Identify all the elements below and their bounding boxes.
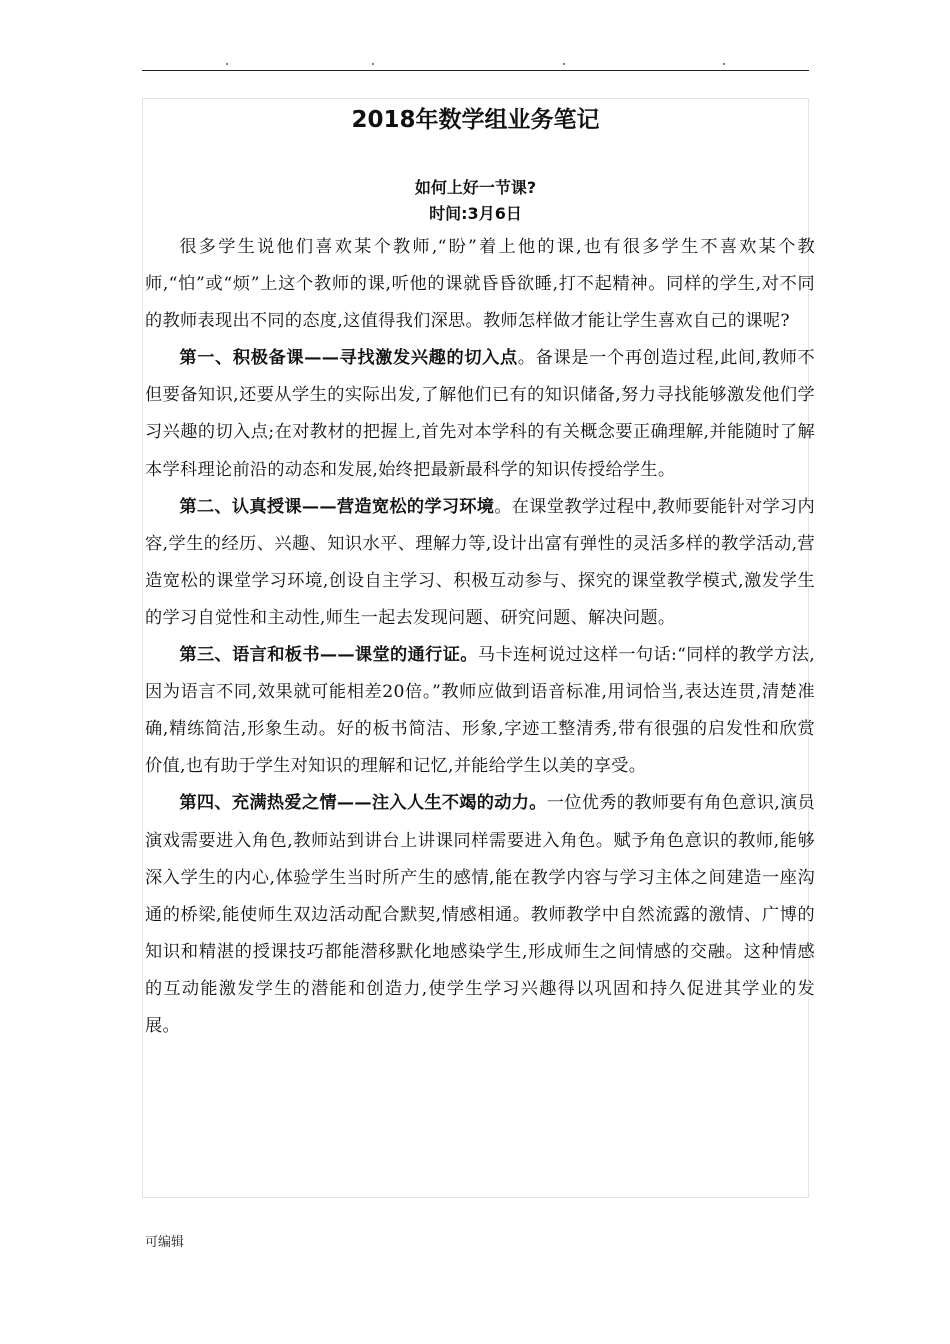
paragraph-point-2 bbox=[145, 489, 815, 637]
footer-label: 可编辑 bbox=[145, 1235, 185, 1250]
paragraph-heading: 第一、积极备课——寻找激发兴趣的切入点 bbox=[179, 348, 518, 369]
paragraph-heading: 第四、充满热爱之情——注入人生不竭的动力。 bbox=[179, 793, 547, 814]
paragraph-text: 。备课是一个再创造过程,此间,教师不但要备知识,还要从学生的实际出发,了解他们已有的知识储备,努力寻找能够激发他们学习兴趣的切入点;在对教材的把握上,首先对本学科的有关概念要正确理解,并能随时了解本学科理论前沿的动态和发展,始终把最新最科学的知识传授给学生。 bbox=[145, 348, 816, 480]
paragraph-point-1 bbox=[145, 340, 815, 488]
header-rule bbox=[142, 70, 809, 71]
header-dot bbox=[723, 63, 725, 65]
header-dot bbox=[226, 63, 228, 65]
header-dot bbox=[563, 63, 565, 65]
paragraph-point-4 bbox=[145, 785, 815, 1045]
paragraph-heading: 第二、认真授课——营造宽松的学习环境 bbox=[179, 496, 495, 517]
date-line: 时间:3月6日 bbox=[429, 204, 522, 223]
paragraph-text: 很多学生说他们喜欢某个教师,“盼”着上他的课,也有很多学生不喜欢某个教师,“怕”或“烦”上这个教师的课,听他的课就昏昏欲睡,打不起精神。同样的学生,对不同的教师表现出不同的态度,这值得我们深思。教师怎样做才能让学生喜欢自己的课呢? bbox=[145, 237, 815, 332]
paragraph-text: 。在课堂教学过程中,教师要能针对学习内容,学生的经历、兴趣、知识水平、理解力等,设计出富有弹性的灵活多样的教学活动,营造宽松的课堂学习环境,创设自主学习、积极互动参与、探究的课堂教学模式,激发学生的学习自觉性和主动性,师生一起去发现问题、研究问题、解决问题。 bbox=[145, 496, 815, 628]
document-body bbox=[145, 229, 815, 1045]
document-title: 2018年数学组业务笔记 bbox=[351, 107, 600, 133]
section-subtitle: 如何上好一节课? bbox=[414, 178, 537, 197]
paragraph-text: 马卡连柯说过这样一句话:“同样的教学方法,因为语言不同,效果就可能相差20倍。”教师应做到语音标准,用词恰当,表达连贯,清楚准确,精练简洁,形象生动。好的板书简洁、形象,字迹工整清秀,带有很强的启发性和欣赏价值,也有助于学生对知识的理解和记忆,并能给学生以美的享受。 bbox=[145, 645, 816, 777]
paragraph-intro bbox=[145, 229, 815, 340]
paragraph-text: 一位优秀的教师要有角色意识,演员演戏需要进入角色,教师站到讲台上讲课同样需要进入角色。赋予角色意识的教师,能够深入学生的内心,体验学生当时所产生的感情,能在教学内容与学习主体之间建造一座沟通的桥梁,能使师生双边活动配合默契,情感相通。教师教学中自然流露的激情、广博的知识和精湛的授课技巧都能潜移默化地感染学生,形成师生之间情感的交融。这种情感的互动能激发学生的潜能和创造力,使学生学习兴趣得以巩固和持久促进其学业的发展。 bbox=[145, 793, 815, 1036]
paragraph-heading: 第三、语言和板书——课堂的通行证。 bbox=[179, 645, 478, 666]
header-dot bbox=[372, 63, 374, 65]
paragraph-point-3 bbox=[145, 637, 815, 785]
